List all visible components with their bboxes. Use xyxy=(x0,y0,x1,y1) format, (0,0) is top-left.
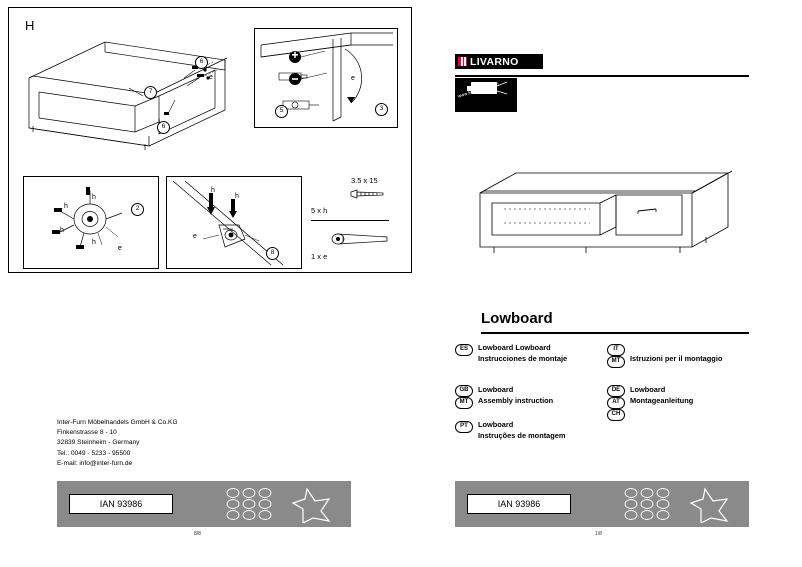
lang-gb-sub: Assembly instruction xyxy=(478,395,554,405)
lang-code-mt2: MT xyxy=(607,356,625,368)
detail-drawing-bottom-middle xyxy=(167,177,301,268)
dowel-count-label: 1 x e xyxy=(311,252,328,261)
detail-drawing-bottom-left xyxy=(24,177,158,268)
ian-number-right: IAN 93986 xyxy=(497,499,541,509)
detail-panel-top-right xyxy=(254,28,398,128)
recycling-symbols-right xyxy=(623,487,743,523)
callout-7: 7 xyxy=(144,86,157,99)
header-divider xyxy=(455,75,749,77)
manufacturer-address xyxy=(57,418,178,469)
callout-h-3: h xyxy=(60,227,64,234)
callout-3: 3 xyxy=(375,103,388,116)
ian-number-left: IAN 93986 xyxy=(99,499,143,509)
brand-name: LIVARNO xyxy=(470,55,519,68)
footer-bar-right xyxy=(455,481,749,527)
ian-box-left xyxy=(69,494,173,514)
parts-divider xyxy=(311,220,389,221)
lang-code-at: AT xyxy=(607,397,625,409)
lang-block-pt xyxy=(478,420,565,441)
livarno-mark-icon xyxy=(458,57,467,66)
callout-8: 8 xyxy=(266,247,279,260)
callout-5: 5 xyxy=(275,105,288,118)
parts-list xyxy=(309,176,404,271)
company-name: Inter-Furn Möbelhandels GmbH & Co.KG xyxy=(57,419,178,426)
lang-pt-sub: Instruções de montagem xyxy=(478,430,566,440)
brand-logo xyxy=(455,54,543,69)
lang-code-es: ES xyxy=(455,344,473,356)
screw-icon xyxy=(349,188,389,202)
lang-block-de xyxy=(630,385,693,406)
company-street: Finkenstrasse 8 - 10 xyxy=(57,429,117,437)
service-url-text: www.lidl-service.com xyxy=(457,80,500,99)
lang-it-sub: Istruzioni per il montaggio xyxy=(630,354,723,363)
lang-block-it xyxy=(630,354,722,365)
title-divider xyxy=(481,332,749,334)
lang-block-gb xyxy=(478,385,553,406)
lang-code-mt: MT xyxy=(455,397,473,409)
callout-h-bm-1: h xyxy=(211,187,215,194)
callout-e-bl: e xyxy=(118,245,122,252)
company-email: E-mail: info@inter-furn.de xyxy=(57,459,133,467)
lang-pt-name: Lowboard xyxy=(478,420,514,429)
callout-e-detail: e xyxy=(351,75,355,82)
callout-h-2: h xyxy=(92,194,96,201)
page-title: Lowboard xyxy=(481,310,553,327)
footer-bar-left xyxy=(57,481,351,527)
company-phone: Tel.: 0049 - 5233 - 95500 xyxy=(57,449,131,457)
callout-2: 2 xyxy=(131,203,144,216)
callout-e-bm: e xyxy=(193,233,197,240)
lang-block-es xyxy=(478,343,567,364)
product-illustration xyxy=(470,165,740,270)
callout-h-bm-2: h xyxy=(235,193,239,200)
lang-code-pt: PT xyxy=(455,421,473,433)
callout-6-top: 6 xyxy=(195,56,208,69)
callout-6-bottom: 6 xyxy=(157,121,170,134)
detail-panel-bottom-left xyxy=(23,176,159,269)
callout-h-4: h xyxy=(92,239,96,246)
lang-code-it: IT xyxy=(607,344,625,356)
callout-h-1: h xyxy=(64,203,68,210)
dowel-icon xyxy=(331,232,393,246)
page-number-left: 8/8 xyxy=(194,531,201,537)
recycling-symbols-left xyxy=(225,487,345,523)
lang-es-sub: Instrucciones de montaje xyxy=(478,353,568,363)
detail-panel-bottom-middle xyxy=(166,176,302,269)
screw-count-label: 5 x h xyxy=(311,206,328,215)
lang-de-name: Lowboard xyxy=(630,385,666,394)
lang-es-name: Lowboard Lowboard xyxy=(478,343,551,352)
ian-box-right xyxy=(467,494,571,514)
callout-e-main: e xyxy=(209,74,213,81)
page-number-right: 1/8 xyxy=(595,531,602,537)
lang-code-gb: GB xyxy=(455,385,473,397)
assembly-diagram-frame xyxy=(8,7,412,273)
screw-size-label: 3.5 x 15 xyxy=(351,176,378,185)
company-city: 32839 Steinheim - Germany xyxy=(57,439,140,447)
lang-gb-name: Lowboard xyxy=(478,385,514,394)
lang-de-sub: Montageanleitung xyxy=(630,395,694,405)
step-letter: H xyxy=(25,18,35,33)
lang-code-ch: CH xyxy=(607,409,625,421)
lang-code-de: DE xyxy=(607,385,625,397)
service-url-banner xyxy=(455,78,517,112)
